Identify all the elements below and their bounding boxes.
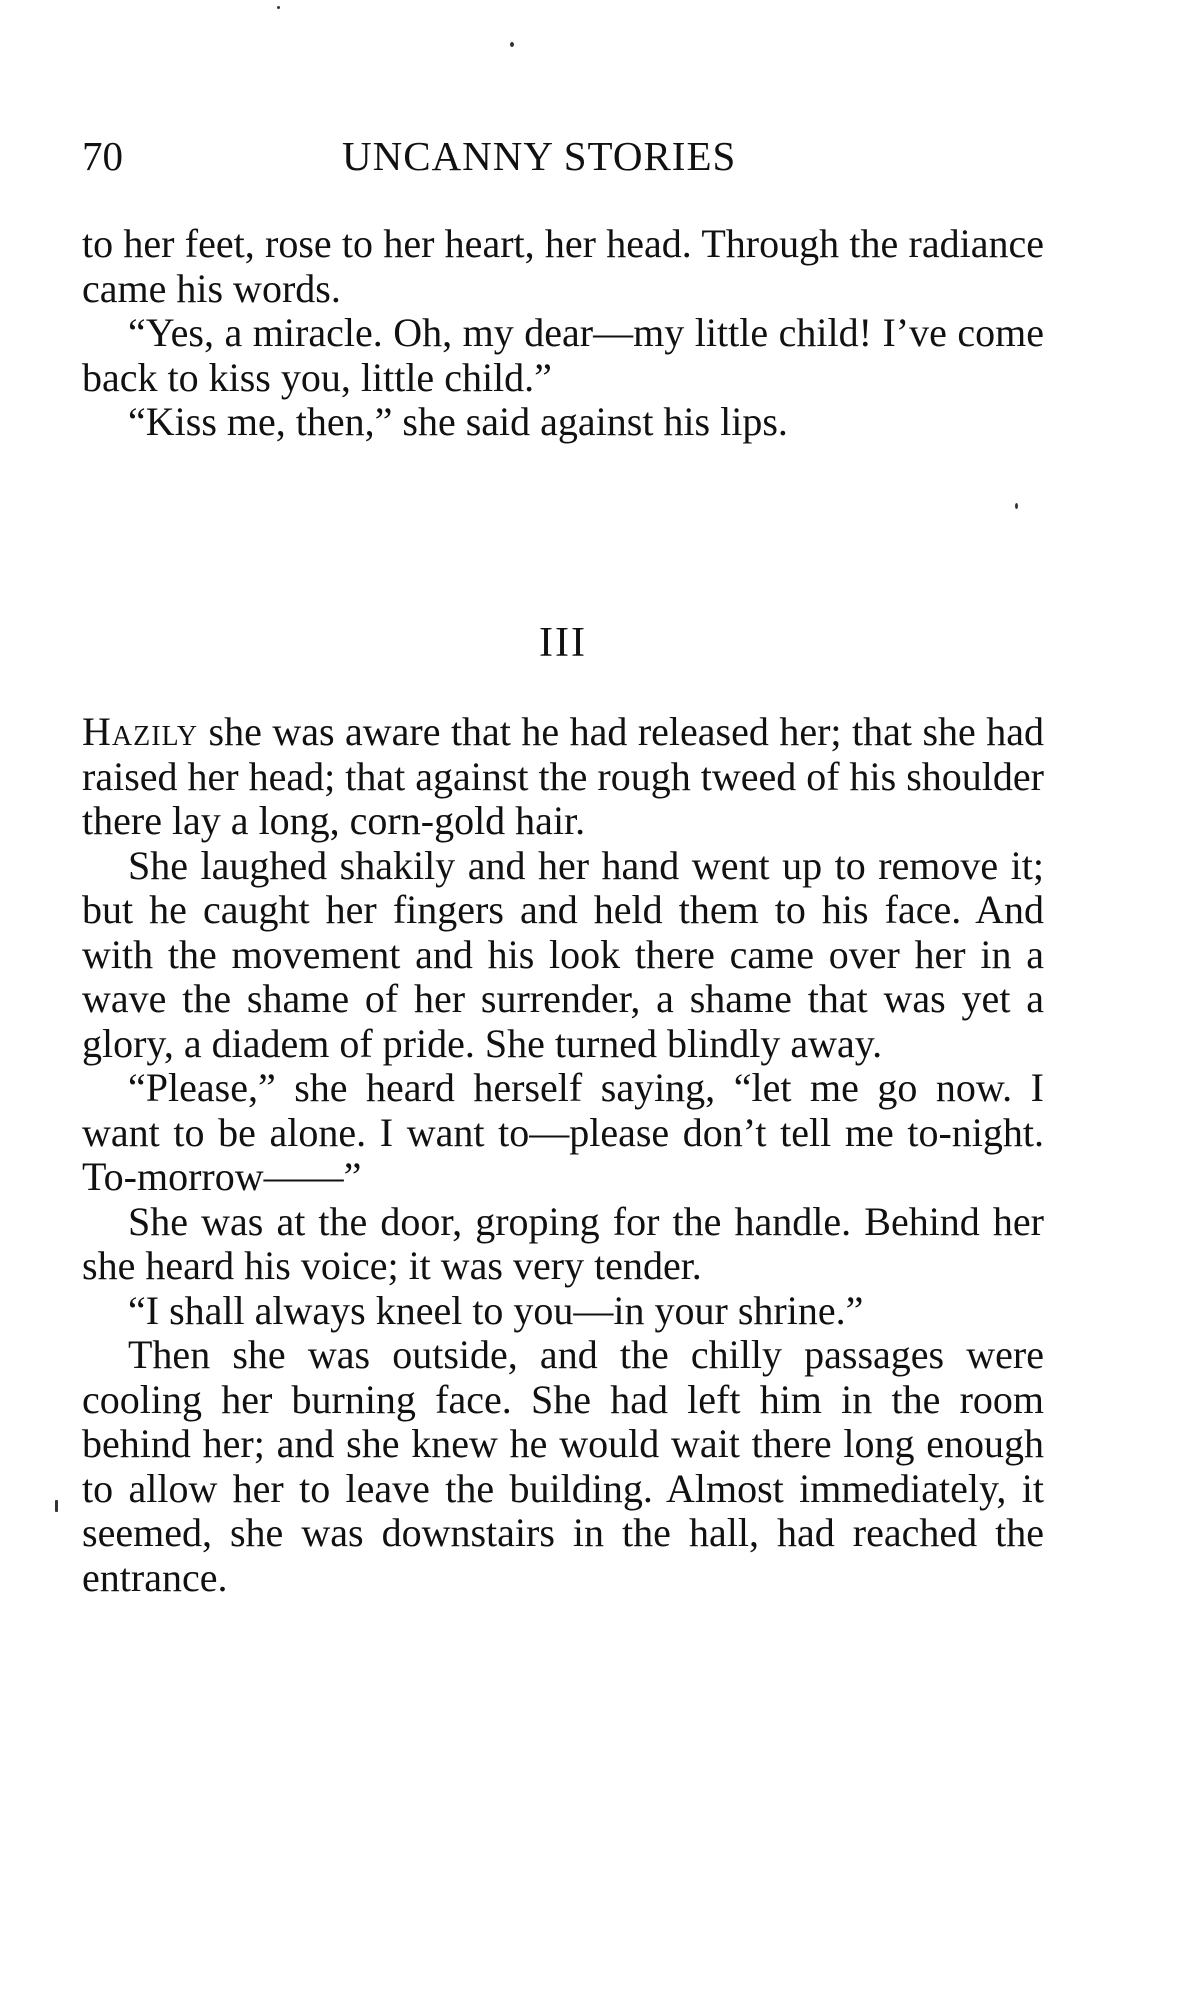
continued-text bbox=[82, 222, 1044, 445]
section-heading: III bbox=[539, 620, 587, 666]
paragraph: to her feet, rose to her heart, her head. Through the radiance came his words. bbox=[82, 221, 1044, 311]
scan-speck bbox=[1015, 503, 1018, 509]
paragraph: She laughed shakily and her hand went up to remove it; but he caught her fingers and held them to his face. And with the movement and his look there came over her in a wave the shame of her surrender, a shame that was yet a glory, a diadem of pride. She turned blindly away. bbox=[82, 842, 1044, 1066]
opening-paragraph bbox=[82, 710, 1044, 844]
opening-word: Hazily bbox=[82, 709, 199, 754]
paragraph: She was at the door, groping for the handle. Behind her she heard his voice; it was very tender. bbox=[82, 1198, 1044, 1288]
opening-paragraph-text: she was aware that he had released her; that she had raised her head; that against the rough tweed of his shoulder there lay a long, corn-gold hair. bbox=[82, 709, 1044, 843]
paragraph: “Kiss me, then,” she said against his lips. bbox=[128, 399, 788, 444]
running-title: UNCANNY STORIES bbox=[342, 133, 737, 179]
page-number: 70 bbox=[82, 133, 123, 179]
scan-speck bbox=[277, 6, 280, 9]
paragraph: “Please,” she heard herself saying, “let me go now. I want to be alone. I want to—please don’t tell me to-night. To-morrow——” bbox=[82, 1065, 1044, 1199]
scan-speck bbox=[55, 1500, 58, 1512]
paragraph: “I shall always kneel to you—in your shrine.” bbox=[128, 1287, 864, 1333]
scan-speck bbox=[510, 42, 514, 47]
paragraph: “Yes, a miracle. Oh, my dear—my little child! I’ve come back to kiss you, little child.” bbox=[82, 310, 1044, 400]
section-text bbox=[82, 710, 1044, 1600]
running-header bbox=[82, 128, 1042, 184]
paragraph: Then she was outside, and the chilly passages were cooling her burning face. She had left him in the room behind her; and she knew he would wait there long enough to allow her to leave the building. Almost immediately, it seemed, she was downstairs in the hall, had reached the entrance. bbox=[82, 1332, 1044, 1600]
